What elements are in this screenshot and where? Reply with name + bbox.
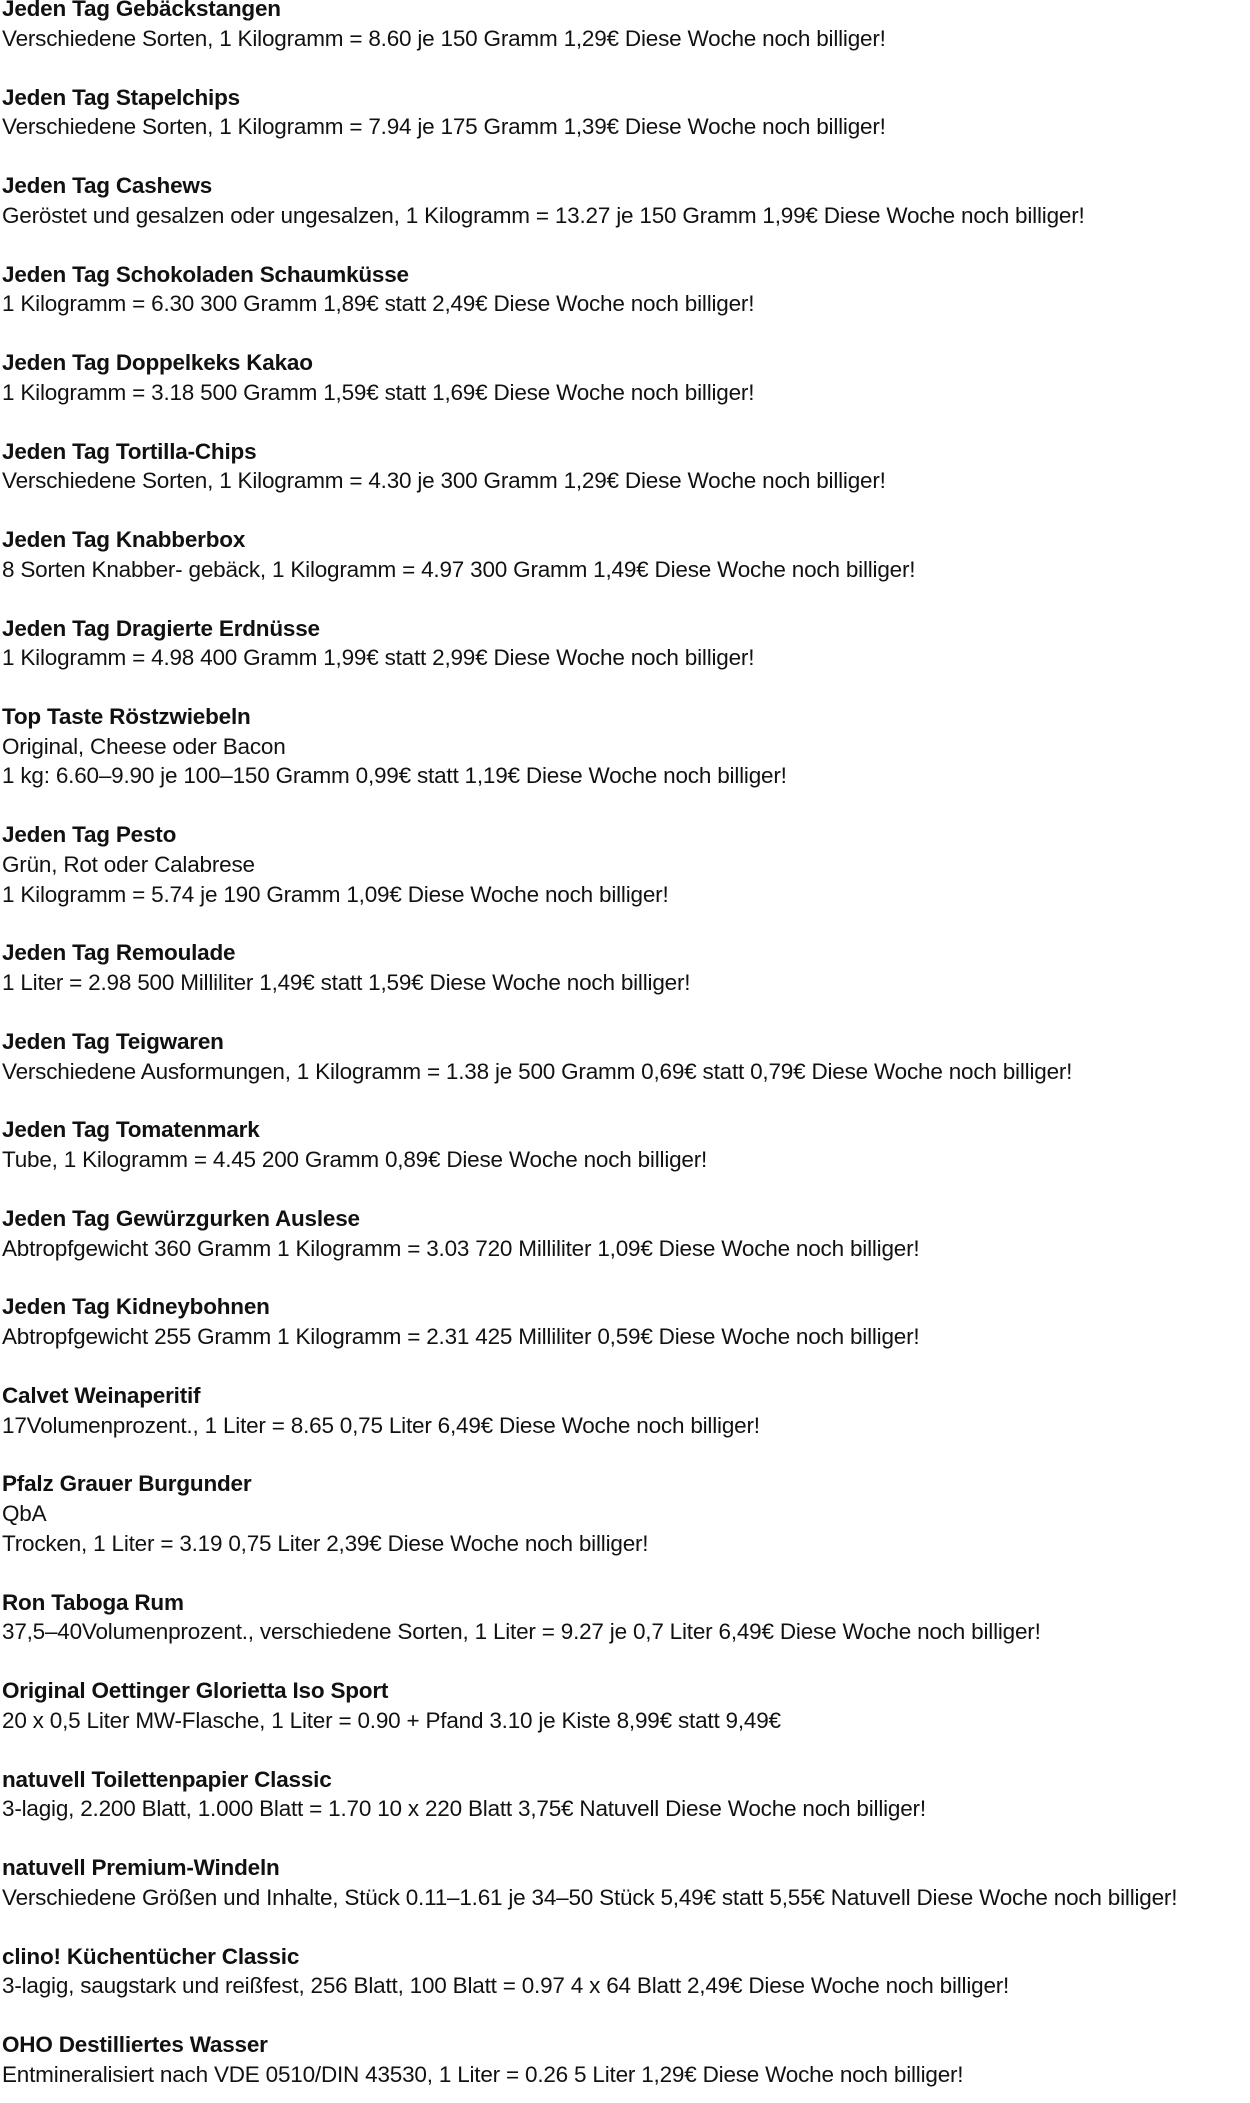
offer-detail-line: 8 Sorten Knabber- gebäck, 1 Kilogramm = 4.97 300 Gramm 1,49€ Diese Woche noch billiger! <box>2 556 916 582</box>
offer-title: Jeden Tag Cashews <box>2 173 213 198</box>
offer-title: Ron Taboga Rum <box>2 1589 184 1615</box>
offer-item <box>2 260 1248 319</box>
offer-detail-line: Verschiedene Ausformungen, 1 Kilogramm = 1.38 je 500 Gramm 0,69€ statt 0,79€ Diese Woche noch billiger! <box>2 1058 1073 1084</box>
offer-item <box>2 437 1248 496</box>
offer-detail-line: 1 Kilogramm = 6.30 300 Gramm 1,89€ statt 2,49€ Diese Woche noch billiger! <box>2 291 755 317</box>
offer-item <box>2 1765 1248 1824</box>
offer-title: Original Oettinger Glorietta Iso Sport <box>2 1678 389 1704</box>
offer-title: Jeden Tag Schokoladen Schaumküsse <box>2 261 409 287</box>
offer-item <box>2 2030 1248 2089</box>
offer-detail-line: 3-lagig, 2.200 Blatt, 1.000 Blatt = 1.70 10 x 220 Blatt 3,75€ Natuvell Diese Woche noch billiger! <box>2 1796 926 1822</box>
offer-item <box>2 1588 1248 1647</box>
offer-item <box>2 83 1248 142</box>
offer-detail-line: 20 x 0,5 Liter MW-Flasche, 1 Liter = 0.90 + Pfand 3.10 je Kiste 8,99€ statt 9,49€ <box>2 1707 781 1733</box>
offer-title: Jeden Tag Tortilla-Chips <box>2 438 257 464</box>
offer-title: Top Taste Röstzwiebeln <box>2 704 251 729</box>
offer-item <box>2 348 1248 407</box>
offer-title: Jeden Tag Knabberbox <box>2 527 246 552</box>
offer-detail-line: Abtropfgewicht 360 Gramm 1 Kilogramm = 3.03 720 Milliliter 1,09€ Diese Woche noch billiger! <box>2 1235 920 1261</box>
offer-title: Jeden Tag Pesto <box>2 822 177 848</box>
offer-detail-line: Verschiedene Sorten, 1 Kilogramm = 8.60 je 150 Gramm 1,29€ Diese Woche noch billiger! <box>2 25 886 51</box>
offer-title: Pfalz Grauer Burgunder <box>2 1471 252 1497</box>
offer-title: clino! Küchentücher Classic <box>2 1943 300 1969</box>
offer-detail-line: 3-lagig, saugstark und reißfest, 256 Blatt, 100 Blatt = 0.97 4 x 64 Blatt 2,49€ Diese Woche noch billiger! <box>2 1973 1010 1999</box>
offer-item <box>2 938 1248 997</box>
offer-detail-line: 1 Kilogramm = 5.74 je 190 Gramm 1,09€ Diese Woche noch billiger! <box>2 881 669 907</box>
offer-detail-line: 1 kg: 6.60–9.90 je 100–150 Gramm 0,99€ statt 1,19€ Diese Woche noch billiger! <box>2 763 787 789</box>
offer-detail-line: Trocken, 1 Liter = 3.19 0,75 Liter 2,39€ Diese Woche noch billiger! <box>2 1530 649 1556</box>
offer-detail-line: 1 Liter = 2.98 500 Milliliter 1,49€ statt 1,59€ Diese Woche noch billiger! <box>2 970 691 996</box>
offer-title: Jeden Tag Gebäckstangen <box>2 0 281 21</box>
offer-item <box>2 525 1248 584</box>
offer-detail-line: Abtropfgewicht 255 Gramm 1 Kilogramm = 2.31 425 Milliliter 0,59€ Diese Woche noch billiger! <box>2 1324 920 1350</box>
offer-title: Jeden Tag Stapelchips <box>2 84 240 110</box>
offer-title: natuvell Premium-Windeln <box>2 1855 280 1881</box>
offer-item <box>2 1942 1248 2001</box>
offer-title: Calvet Weinaperitif <box>2 1382 201 1408</box>
offer-title: Jeden Tag Teigwaren <box>2 1028 224 1054</box>
offer-item <box>2 820 1248 909</box>
offer-detail-line: Geröstet und gesalzen oder ungesalzen, 1 Kilogramm = 13.27 je 150 Gramm 1,99€ Diese Woche noch billiger! <box>2 202 1085 228</box>
offer-item <box>2 1204 1248 1263</box>
offer-detail-line: 17Volumenprozent., 1 Liter = 8.65 0,75 Liter 6,49€ Diese Woche noch billiger! <box>2 1412 760 1438</box>
offer-item <box>2 1469 1248 1558</box>
offer-detail-line: Tube, 1 Kilogramm = 4.45 200 Gramm 0,89€ Diese Woche noch billiger! <box>2 1147 708 1173</box>
offer-item <box>2 1115 1248 1174</box>
offer-item <box>2 0 1248 53</box>
offer-item <box>2 702 1248 791</box>
offer-title: Jeden Tag Doppelkeks Kakao <box>2 350 313 375</box>
offer-detail-line: Entmineralisiert nach VDE 0510/DIN 43530, 1 Liter = 0.26 5 Liter 1,29€ Diese Woche noch billiger! <box>2 2061 964 2087</box>
offer-title: Jeden Tag Remoulade <box>2 940 236 966</box>
offer-detail-line: Original, Cheese oder Bacon <box>2 733 286 759</box>
offer-detail-line: Verschiedene Größen und Inhalte, Stück 0.11–1.61 je 34–50 Stück 5,49€ statt 5,55€ Natuvell Diese Woche noch billiger! <box>2 1884 1178 1910</box>
offer-item <box>2 171 1248 230</box>
offer-title: natuvell Toilettenpapier Classic <box>2 1766 332 1792</box>
offer-title: Jeden Tag Tomatenmark <box>2 1117 260 1143</box>
offer-detail-line: 1 Kilogramm = 4.98 400 Gramm 1,99€ statt 2,99€ Diese Woche noch billiger! <box>2 645 755 671</box>
offer-item <box>2 1027 1248 1086</box>
offer-detail-line: Grün, Rot oder Calabrese <box>2 851 255 877</box>
offer-item <box>2 1676 1248 1735</box>
offer-item <box>2 1292 1248 1351</box>
offer-item <box>2 1381 1248 1440</box>
offer-item <box>2 614 1248 673</box>
offer-detail-line: 37,5–40Volumenprozent., verschiedene Sorten, 1 Liter = 9.27 je 0,7 Liter 6,49€ Diese Woche noch billiger! <box>2 1619 1041 1645</box>
offer-detail-line: Verschiedene Sorten, 1 Kilogramm = 4.30 je 300 Gramm 1,29€ Diese Woche noch billiger! <box>2 468 886 494</box>
offer-detail-line: Verschiedene Sorten, 1 Kilogramm = 7.94 je 175 Gramm 1,39€ Diese Woche noch billiger! <box>2 114 886 140</box>
offer-detail-line: QbA <box>2 1501 47 1527</box>
offer-item <box>2 1853 1248 1912</box>
offer-title: OHO Destilliertes Wasser <box>2 2032 268 2058</box>
offer-title: Jeden Tag Gewürzgurken Auslese <box>2 1205 360 1231</box>
offer-detail-line: 1 Kilogramm = 3.18 500 Gramm 1,59€ statt 1,69€ Diese Woche noch billiger! <box>2 379 755 405</box>
offer-title: Jeden Tag Dragierte Erdnüsse <box>2 615 320 641</box>
offer-title: Jeden Tag Kidneybohnen <box>2 1294 270 1320</box>
